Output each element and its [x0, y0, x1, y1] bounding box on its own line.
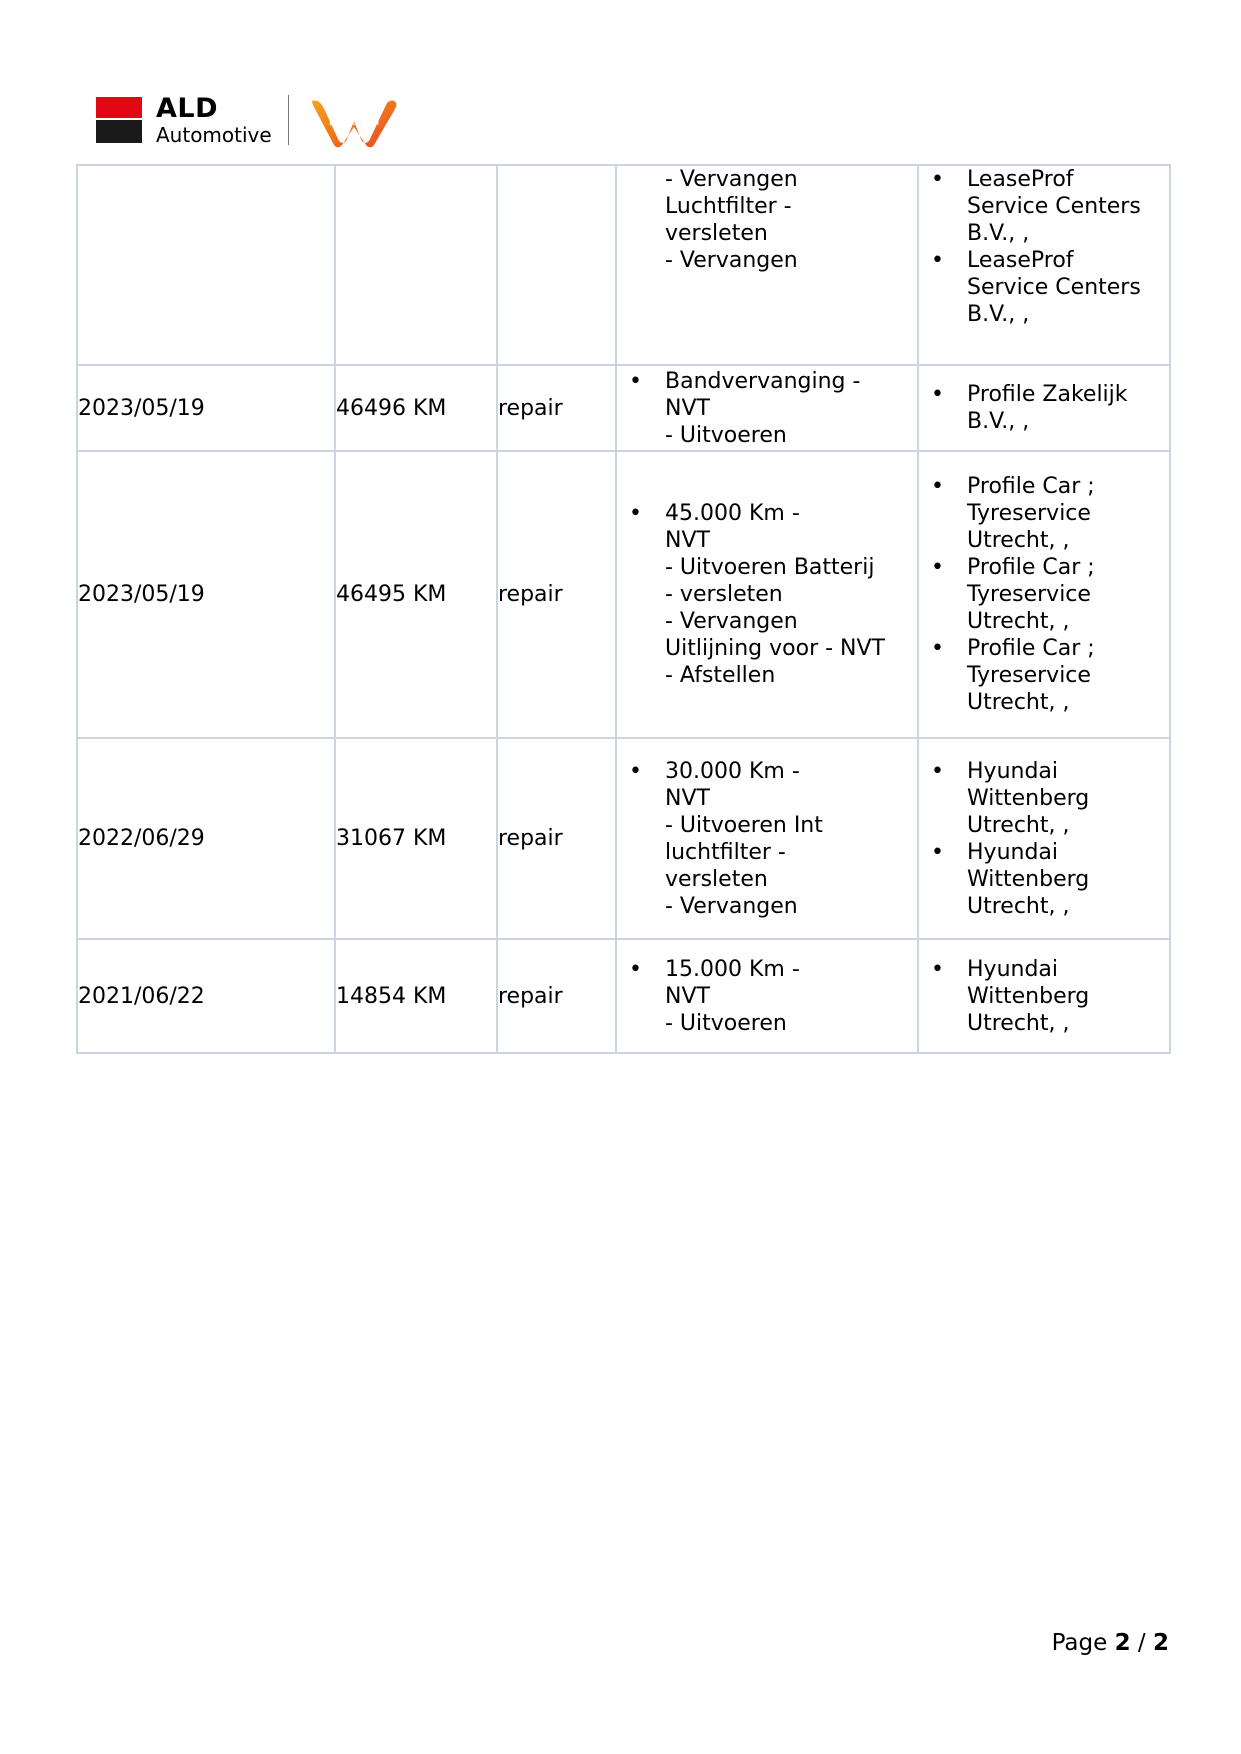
ald-logo-text: [156, 95, 272, 147]
date-cell: 2022/06/29: [77, 738, 335, 939]
dealer-item: • LeaseProf Service Centers B.V., ,: [967, 247, 1169, 328]
dealer-item: • Profile Car ; Tyreservice Utrecht, ,: [967, 554, 1169, 635]
date-cell: 2021/06/22: [77, 939, 335, 1053]
ald-title: ALD: [156, 93, 219, 124]
table-row: [77, 738, 1170, 939]
page-footer: [1052, 1630, 1169, 1656]
page-label: Page: [1051, 1630, 1108, 1656]
leaseplan-label: LeasePlan: [328, 117, 380, 128]
mileage-cell: 46496 KM: [335, 365, 497, 451]
mileage-cell: [335, 165, 497, 365]
work-cell: [616, 738, 918, 939]
work-item: • 45.000 Km - NVT - Uitvoeren Batterij - versleten - Vervangen Uitlijning voor - NVT - Afstellen: [665, 500, 917, 689]
page-total: 2: [1152, 1630, 1169, 1656]
dealer-cell: [918, 451, 1170, 738]
type-cell: repair: [497, 738, 616, 939]
work-cell: [616, 451, 918, 738]
mileage-cell: 14854 KM: [335, 939, 497, 1053]
page-current: 2: [1114, 1630, 1131, 1656]
dealer-cell: [918, 165, 1170, 365]
work-cell: [616, 939, 918, 1053]
dealer-cell: [918, 939, 1170, 1053]
dealer-item: • Hyundai Wittenberg Utrecht, ,: [967, 839, 1169, 920]
date-cell: 2023/05/19: [77, 451, 335, 738]
logo-divider: [288, 95, 289, 145]
work-cell: [616, 365, 918, 451]
document-header: [96, 95, 416, 153]
maintenance-table: [76, 164, 1171, 1054]
table-row: [77, 939, 1170, 1053]
table-row: [77, 165, 1170, 365]
work-item: - Vervangen Luchtfilter - versleten - Vervangen: [665, 167, 798, 273]
dealer-item: • Profile Car ; Tyreservice Utrecht, ,: [967, 473, 1169, 554]
mileage-cell: 46495 KM: [335, 451, 497, 738]
type-cell: repair: [497, 365, 616, 451]
dealer-item: • Hyundai Wittenberg Utrecht, ,: [967, 758, 1169, 839]
ald-subtitle: Automotive: [156, 123, 272, 147]
page-separator: /: [1137, 1630, 1146, 1656]
table-row: [77, 365, 1170, 451]
date-cell: [77, 165, 335, 365]
dealer-item: • Hyundai Wittenberg Utrecht, ,: [967, 956, 1169, 1037]
mileage-cell: 31067 KM: [335, 738, 497, 939]
work-item: • 15.000 Km - NVT - Uitvoeren: [665, 956, 917, 1037]
dealer-cell: [918, 365, 1170, 451]
work-item: • Bandvervanging - NVT - Uitvoeren: [665, 368, 917, 449]
work-cell: [616, 165, 918, 365]
date-cell: 2023/05/19: [77, 365, 335, 451]
table-row: [77, 451, 1170, 738]
type-cell: repair: [497, 451, 616, 738]
dealer-cell: [918, 738, 1170, 939]
leaseplan-logo: [308, 93, 400, 149]
ald-logo-mark: [96, 97, 142, 143]
work-item: • 30.000 Km - NVT - Uitvoeren Int luchtfilter - versleten - Vervangen: [665, 758, 917, 920]
dealer-item: • Profile Zakelijk B.V., ,: [967, 381, 1169, 435]
type-cell: repair: [497, 939, 616, 1053]
type-cell: [497, 165, 616, 365]
dealer-item: • LeaseProf Service Centers B.V., ,: [967, 166, 1169, 247]
dealer-item: • Profile Car ; Tyreservice Utrecht, ,: [967, 635, 1169, 716]
